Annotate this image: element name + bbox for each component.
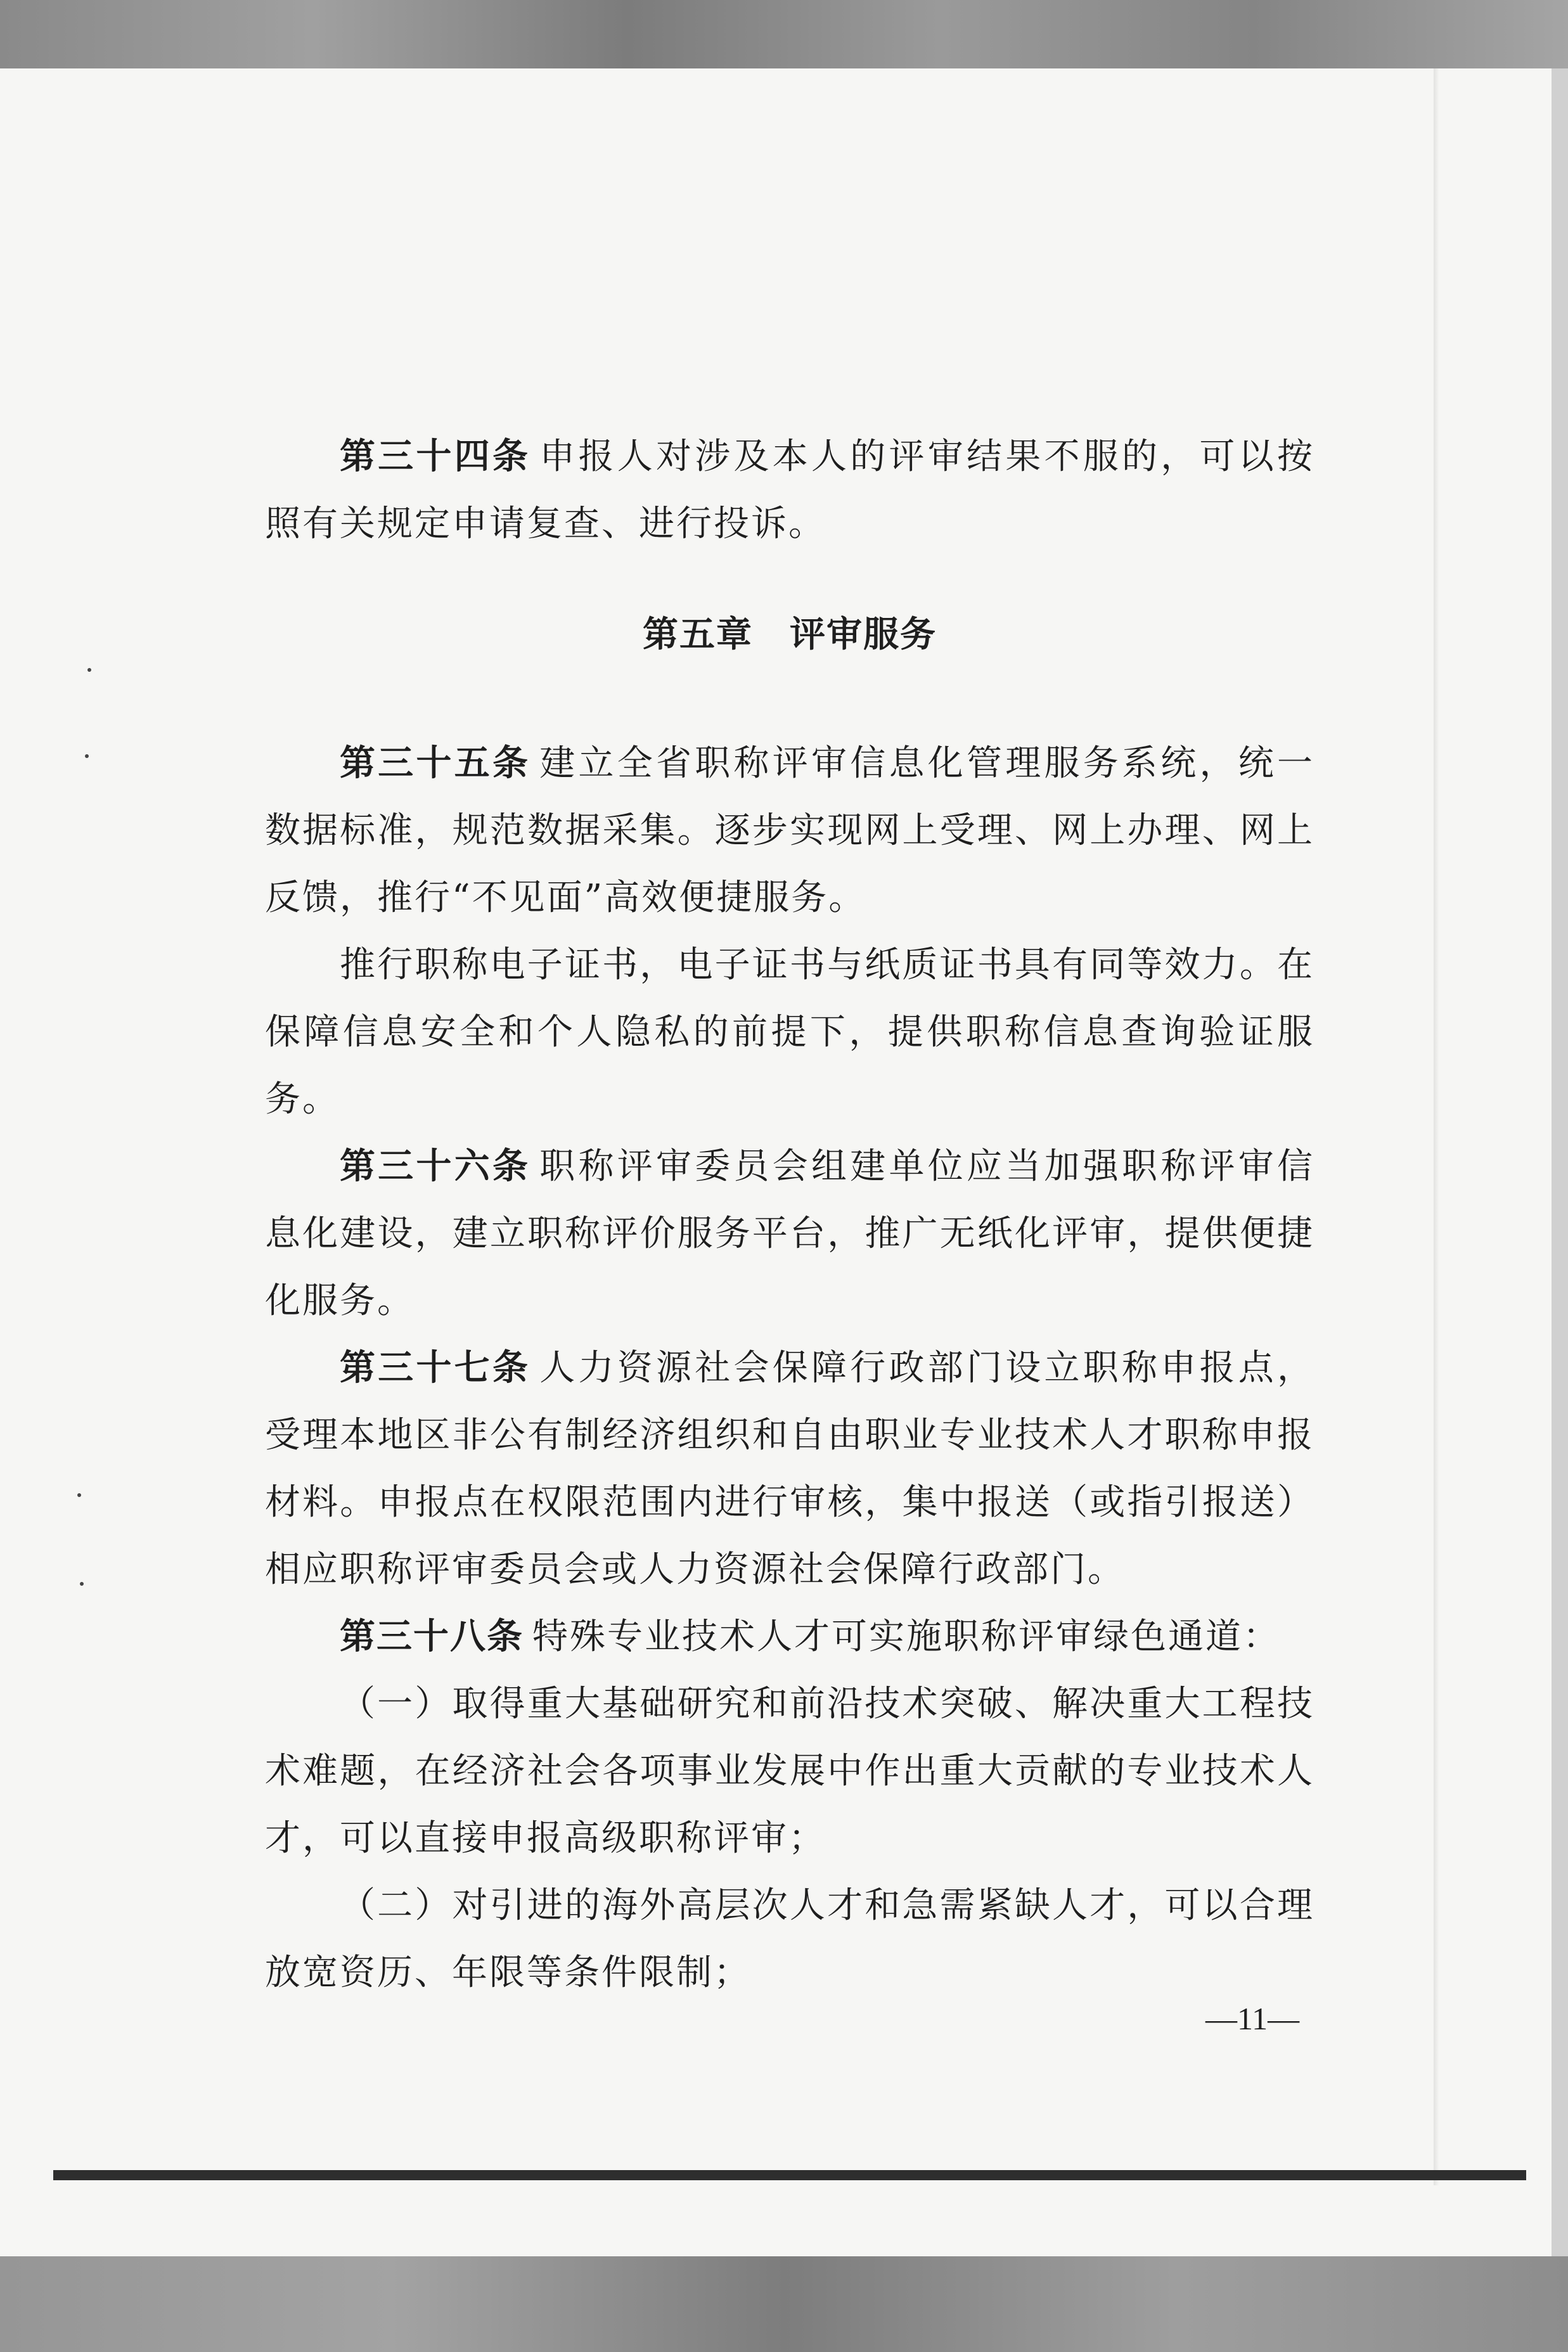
- page-number: —11—: [1205, 2001, 1300, 2036]
- article-heading: 第三十五条: [340, 743, 531, 784]
- scan-speck: [77, 1493, 81, 1497]
- article-text: 申报人对涉及本人的评审结果不服的，可以按照有关规定申请复查、进行投诉。: [265, 436, 1314, 544]
- scan-speck: [80, 1582, 84, 1586]
- article-heading: 第三十八条: [340, 1616, 524, 1657]
- list-item-text: （一）取得重大基础研究和前沿技术突破、解决重大工程技术难题，在经济社会各项事业发展中作出重大贡献的专业技术人才，可以直接申报高级职称评审；: [265, 1683, 1314, 1859]
- article-34: [265, 423, 1314, 558]
- document-body: [265, 423, 1314, 2007]
- article-38: [265, 1603, 1314, 1671]
- scanner-band-top: [0, 0, 1568, 68]
- article-heading: 第三十六条: [340, 1146, 531, 1187]
- article-37: [265, 1335, 1314, 1603]
- sheet-edge-shadow: [1434, 68, 1439, 2185]
- chapter-title: 评审服务: [790, 614, 937, 655]
- article-35-paragraph-2: [265, 932, 1314, 1133]
- scan-speck: [85, 754, 89, 758]
- article-text: 人力资源社会保障行政部门设立职称申报点，受理本地区非公有制经济组织和自由职业专业技术人才职称申报材料。申报点在权限范围内进行审核，集中报送（或指引报送）相应职称评审委员会或人力资源社会保障行政部门。: [265, 1347, 1314, 1590]
- scanner-edge-right: [1552, 68, 1568, 2256]
- list-item-text: （二）对引进的海外高层次人才和急需紧缺人才，可以合理放宽资历、年限等条件限制；: [265, 1885, 1314, 1993]
- article-text: 建立全省职称评审信息化管理服务系统，统一数据标准，规范数据采集。逐步实现网上受理、网上办理、网上反馈，推行“不见面”高效便捷服务。: [265, 743, 1314, 918]
- bottom-rule: [53, 2170, 1526, 2180]
- article-35: [265, 730, 1314, 932]
- article-36: [265, 1133, 1314, 1335]
- article-38-item-1: [265, 1671, 1314, 1872]
- article-heading: 第三十七条: [340, 1347, 531, 1389]
- article-text: 职称评审委员会组建单位应当加强职称评审信息化建设，建立职称评价服务平台，推广无纸化评审，提供便捷化服务。: [265, 1146, 1314, 1321]
- chapter-heading: [265, 610, 1314, 660]
- chapter-number: 第五章: [643, 614, 753, 655]
- article-38-item-2: [265, 1872, 1314, 2007]
- article-text: 特殊专业技术人才可实施职称评审绿色通道：: [532, 1616, 1280, 1657]
- scan-speck: [87, 668, 91, 672]
- paragraph-text: 推行职称电子证书，电子证书与纸质证书具有同等效力。在保障信息安全和个人隐私的前提下，提供职称信息查询验证服务。: [265, 944, 1314, 1120]
- scanner-band-bottom: [0, 2256, 1568, 2352]
- article-heading: 第三十四条: [340, 436, 531, 477]
